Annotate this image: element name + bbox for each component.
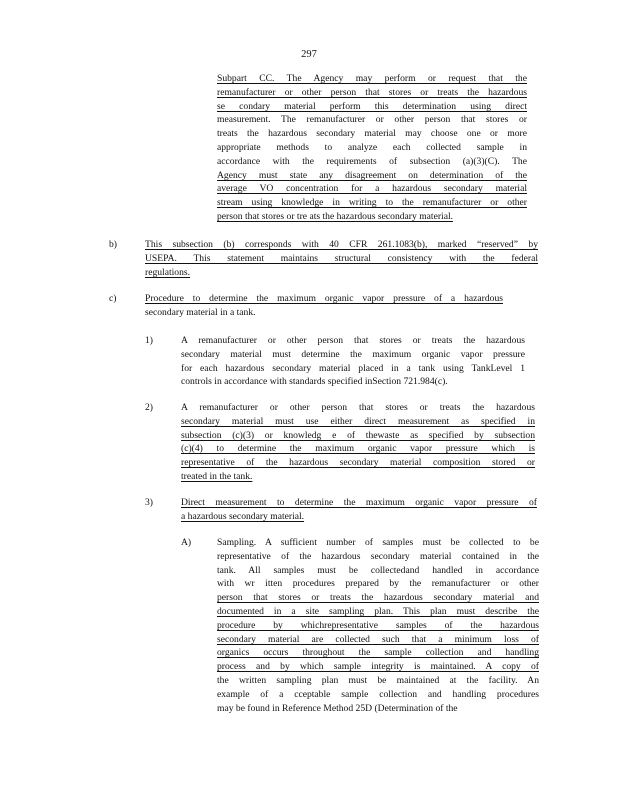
text-line: [181, 375, 525, 389]
line-text: documented in a site sampling plan. This plan must describe the: [217, 605, 539, 617]
line-text: A remanufacturer or other person that stores or treats the hazardous: [181, 335, 525, 346]
paragraph-b-label: b): [109, 239, 117, 250]
text-line: [217, 169, 527, 183]
text-line: [145, 266, 538, 280]
line-text: accordance with the requirements of subsection (a)(3)(C). The: [217, 155, 527, 167]
line-text: process and by which sample integrity is maintained. A copy of: [217, 661, 539, 673]
text-line: [217, 196, 527, 210]
text-line: [181, 415, 535, 429]
text-line: [217, 702, 539, 716]
text-line: [217, 619, 539, 633]
line-text: tank. All samples must be collectedand handled in accordance: [217, 564, 539, 576]
line-text: secondary material must use either direct measurement as specified in: [181, 415, 535, 427]
line-text: Direct measurement to determine the maximum organic vapor pressure of: [181, 497, 537, 508]
line-text: se condary material perform this determination using direct: [217, 100, 527, 112]
line-text: average VO concentration for a hazardous secondary material: [217, 183, 527, 195]
line-text: controls in accordance with standards specified inSection 721.984(c).: [181, 376, 448, 388]
line-text: USEPA. This statement maintains structural consistency with the federal: [145, 252, 538, 264]
line-text: (c)(4) to determine the maximum organic vapor pressure which is: [181, 443, 535, 455]
text-line: [217, 127, 527, 141]
text-line: [217, 182, 527, 196]
text-line: [217, 100, 527, 114]
item-a-sampling: [217, 536, 539, 715]
line-text: Subpart CC. The Agency may perform or request that the: [217, 73, 527, 84]
text-line: [217, 577, 539, 591]
text-line: [145, 306, 503, 320]
text-line: [181, 456, 535, 470]
line-text: may be found in Reference Method 25D (Determination of the: [217, 702, 458, 714]
item-a-label: A): [181, 537, 192, 548]
line-text: a hazardous secondary material.: [181, 510, 305, 522]
line-text: treats the hazardous secondary material may choose one or more: [217, 128, 527, 140]
text-line: [181, 470, 535, 484]
text-line: [217, 688, 539, 702]
line-text: example of a cceptable sample collection and handling procedures: [217, 688, 539, 700]
line-text: procedure by whichrepresentative samples of the hazardous: [217, 619, 539, 631]
item-3-label: 3): [145, 497, 153, 508]
line-text: organics occurs throughout the sample collection and handling: [217, 647, 539, 659]
line-text: person that stores or treats the hazardous secondary material and: [217, 592, 539, 604]
text-line: [181, 429, 535, 443]
line-text: subsection (c)(3) or knowledg e of thewaste as specified by subsection: [181, 429, 535, 441]
line-text: person that stores or tre ats the hazardous secondary material.: [217, 210, 454, 222]
line-text: with wr itten procedures prepared by the remanufacturer or other: [217, 578, 539, 590]
text-line: [181, 510, 537, 524]
line-text: for each hazardous secondary material placed in a tank using TankLevel 1: [181, 362, 525, 374]
line-text: appropriate methods to analyze each collected sample in: [217, 141, 527, 153]
line-text: remanufacturer or other person that stores or treats the hazardous: [217, 86, 527, 98]
paragraph-a-continuation: [217, 72, 527, 224]
item-1-label: 1): [145, 335, 153, 346]
text-line: [217, 210, 527, 224]
line-text: representative of the hazardous secondary material composition stored or: [181, 457, 535, 469]
text-line: [217, 72, 527, 86]
paragraph-b: [145, 238, 538, 279]
text-line: [217, 113, 527, 127]
item-2-label: 2): [145, 402, 153, 413]
text-line: [181, 442, 535, 456]
text-line: [217, 591, 539, 605]
text-line: [217, 660, 539, 674]
line-text: secondary material are collected such that a minimum loss of: [217, 633, 539, 645]
text-line: [181, 334, 525, 348]
line-text: A remanufacturer or other person that stores or treats the hazardous: [181, 402, 535, 413]
line-text: stream using knowledge in writing to the remanufacturer or other: [217, 197, 527, 209]
line-text: secondary material in a tank.: [145, 306, 256, 318]
item-2: [181, 401, 535, 484]
line-text: treated in the tank.: [181, 470, 253, 482]
line-text: measurement. The remanufacturer or other person that stores or: [217, 114, 527, 126]
line-text: Sampling. A sufficient number of samples must be collected to be: [217, 537, 539, 548]
text-line: [217, 536, 539, 550]
text-line: [145, 252, 538, 266]
item-3: [181, 496, 537, 524]
text-line: [217, 564, 539, 578]
text-line: [217, 86, 527, 100]
line-text: the written sampling plan must be maintained at the facility. An: [217, 674, 539, 686]
text-line: [145, 238, 538, 252]
text-line: [217, 674, 539, 688]
paragraph-c: [145, 292, 503, 320]
text-line: [217, 155, 527, 169]
page-number: 297: [301, 49, 317, 60]
text-line: [181, 496, 537, 510]
line-text: Agency must state any disagreement on determination of the: [217, 169, 527, 181]
line-text: regulations.: [145, 266, 191, 278]
paragraph-c-label: c): [109, 293, 117, 304]
text-line: [145, 292, 503, 306]
text-line: [217, 141, 527, 155]
line-text: Procedure to determine the maximum organic vapor pressure of a hazardous: [145, 293, 503, 304]
text-line: [181, 362, 525, 376]
text-line: [217, 605, 539, 619]
item-1: [181, 334, 525, 389]
text-line: [181, 401, 535, 415]
text-line: [217, 646, 539, 660]
line-text: This subsection (b) corresponds with 40 CFR 261.1083(b), marked “reserved” by: [145, 239, 538, 250]
text-line: [181, 348, 525, 362]
line-text: representative of the hazardous secondary material contained in the: [217, 550, 539, 562]
line-text: secondary material must determine the maximum organic vapor pressure: [181, 348, 525, 360]
text-line: [217, 633, 539, 647]
text-line: [217, 550, 539, 564]
